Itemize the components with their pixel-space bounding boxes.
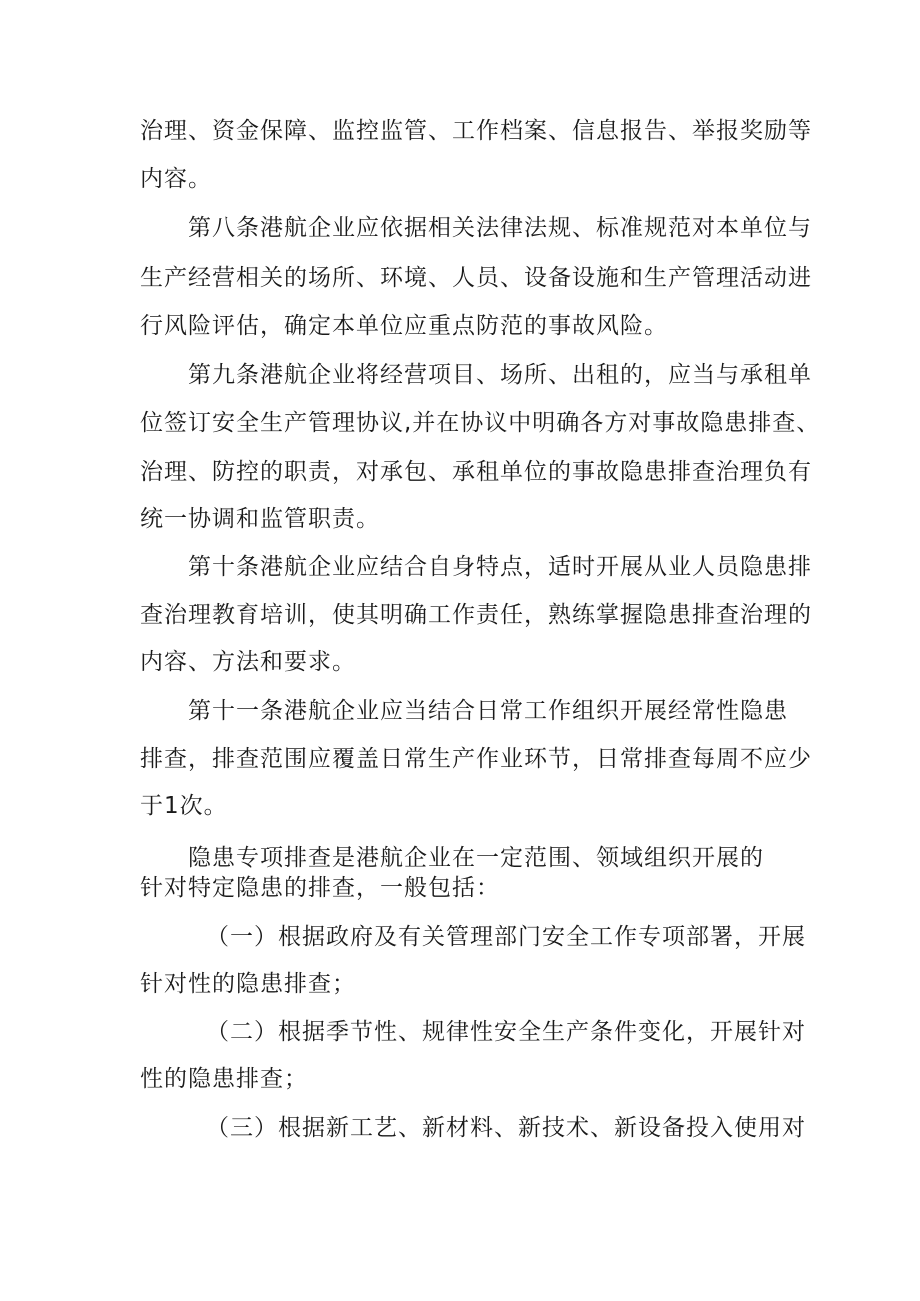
text-line: 治理、防控的职责，对承包、承租单位的事故隐患排查治理负有 bbox=[140, 459, 812, 485]
paragraph-article-8: 第八条港航企业应依据相关法律法规、标准规范对本单位与 bbox=[188, 215, 812, 241]
text-line: 行风险评估，确定本单位应重点防范的事故风险。 bbox=[140, 313, 668, 339]
list-item-1: （一）根据政府及有关管理部门安全工作专项部署，开展 bbox=[206, 924, 806, 950]
text-line: 性的隐患排查； bbox=[140, 1066, 308, 1092]
paragraph-article-11: 第十一条港航企业应当结合日常工作组织开展经常性隐患 bbox=[188, 698, 788, 724]
text-line: 位签订安全生产管理协议,并在协议中明确各方对事故隐患排查、 bbox=[140, 410, 821, 436]
text-line: 统一协调和监管职责。 bbox=[140, 506, 380, 532]
text-line: 生产经营相关的场所、环境、人员、设备设施和生产管理活动进 bbox=[140, 265, 812, 291]
text-line: 查治理教育培训，使其明确工作责任，熟练掌握隐患排查治理的 bbox=[140, 602, 812, 628]
list-item-3: （三）根据新工艺、新材料、新技术、新设备投入使用对 bbox=[206, 1115, 806, 1141]
text-line: 内容。 bbox=[140, 166, 212, 192]
text-line: 内容、方法和要求。 bbox=[140, 649, 356, 675]
text-line: 于1次。 bbox=[140, 793, 228, 819]
text-line: 针对性的隐患排查； bbox=[140, 971, 356, 997]
text-line: 针对特定隐患的排查，一般包括： bbox=[140, 875, 500, 901]
paragraph-special-inspection: 隐患专项排查是港航企业在一定范围、领域组织开展的 bbox=[188, 845, 764, 871]
list-item-2: （二）根据季节性、规律性安全生产条件变化，开展针对 bbox=[206, 1019, 806, 1045]
paragraph-article-10: 第十条港航企业应结合自身特点，适时开展从业人员隐患排 bbox=[188, 554, 812, 580]
text-line: 治理、资金保障、监控监管、工作档案、信息报告、举报奖励等 bbox=[140, 118, 812, 144]
paragraph-article-9: 第九条港航企业将经营项目、场所、出租的，应当与承租单 bbox=[188, 362, 812, 388]
text-line: 排查，排查范围应覆盖日常生产作业环节，日常排查每周不应少 bbox=[140, 746, 812, 772]
